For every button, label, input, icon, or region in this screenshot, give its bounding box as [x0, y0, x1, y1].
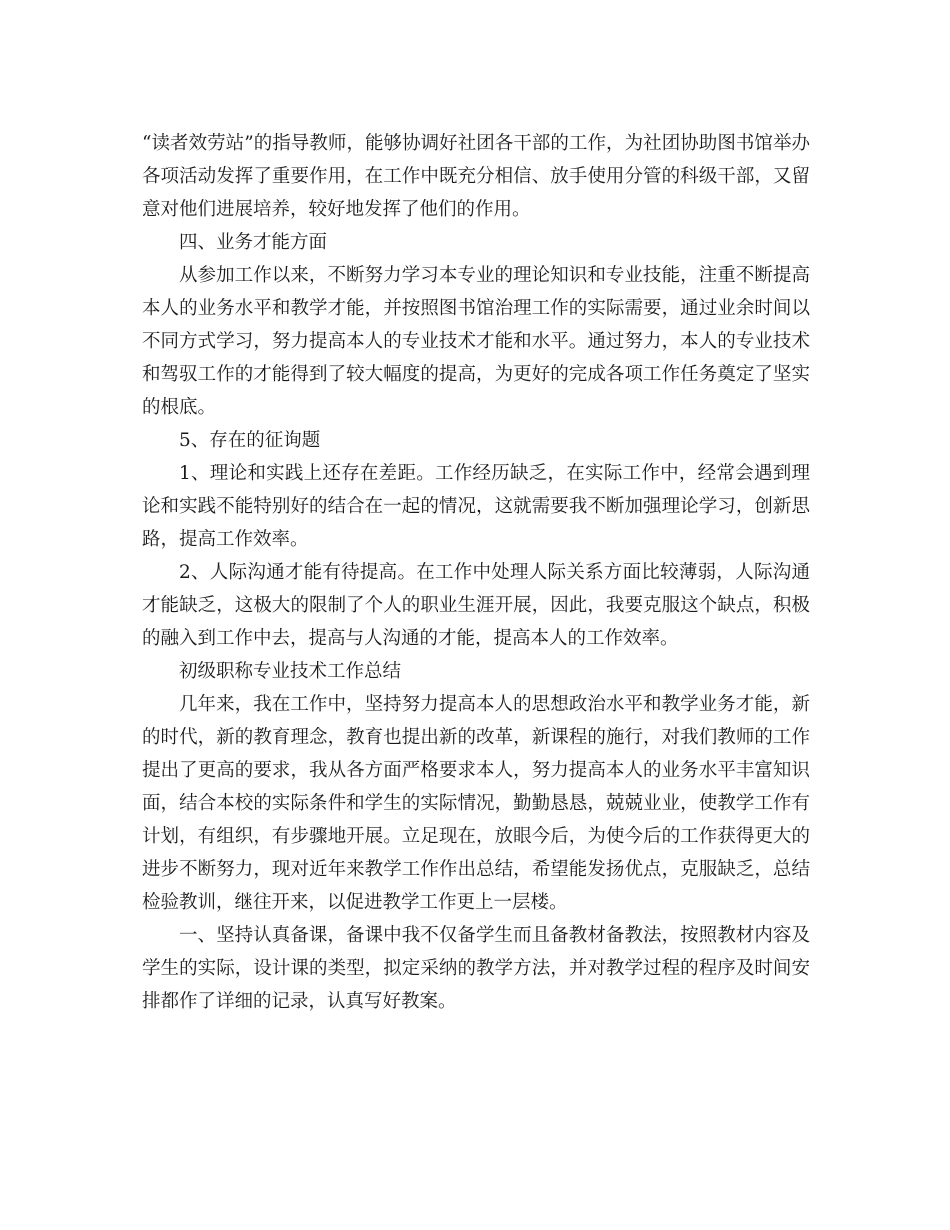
- document-title: 初级职称专业技术工作总结: [179, 661, 402, 682]
- paragraph-lesson-preparation: 一、坚持认真备课，备课中我不仅备学生而且备教材备教法，按照教材内容及学生的实际，设计课的类型，拟定采纳的教学方法，并对教学过程的程序及时间安排都作了详细的记录，认真写好教案。: [142, 925, 810, 1012]
- section-heading-business-ability: 四、业务才能方面: [179, 232, 328, 253]
- paragraph-business-ability: 从参加工作以来，不断努力学习本专业的理论知识和专业技能，注重不断提高本人的业务水平和教学才能，并按照图书馆治理工作的实际需要，通过业余时间以不同方式学习，努力提高本人的专业技术才能和水平。通过努力，本人的专业技术和驾驭工作的才能得到了较大幅度的提高，为更好的完成各项工作任务奠定了坚实的根底。: [142, 265, 810, 418]
- paragraph-problem-2: 2、人际沟通才能有待提高。在工作中处理人际关系方面比较薄弱，人际沟通才能缺乏，这极大的限制了个人的职业生涯开展，因此，我要克服这个缺点，积极的融入到工作中去，提高与人沟通的才能，提高本人的工作效率。: [142, 562, 810, 649]
- paragraph-problem-1: 1、理论和实践上还存在差距。工作经历缺乏，在实际工作中，经常会遇到理论和实践不能特别好的结合在一起的情况，这就需要我不断加强理论学习，创新思路，提高工作效率。: [142, 463, 810, 550]
- document-body: [142, 127, 810, 1018]
- paragraph-intro-continuation: “读者效劳站”的指导教师，能够协调好社团各干部的工作，为社团协助图书馆举办各项活动发挥了重要作用，在工作中既充分相信、放手使用分管的科级干部，又留意对他们进展培养，较好地发挥了他们的作用。: [142, 133, 810, 220]
- paragraph-summary-intro: 几年来，我在工作中，坚持努力提高本人的思想政治水平和教学业务才能，新的时代，新的教育理念，教育也提出新的改革，新课程的施行，对我们教师的工作提出了更高的要求，我从各方面严格要求本人，努力提高本人的业务水平丰富知识面，结合本校的实际条件和学生的实际情况，勤勤恳恳，兢兢业业，使教学工作有计划，有组织，有步骤地开展。立足现在，放眼今后，为使今后的工作获得更大的进步不断努力，现对近年来教学工作作出总结，希望能发扬优点，克服缺乏，总结检验教训，继往开来，以促进教学工作更上一层楼。: [142, 694, 810, 913]
- section-heading-existing-problems: 5、存在的征询题: [179, 430, 321, 451]
